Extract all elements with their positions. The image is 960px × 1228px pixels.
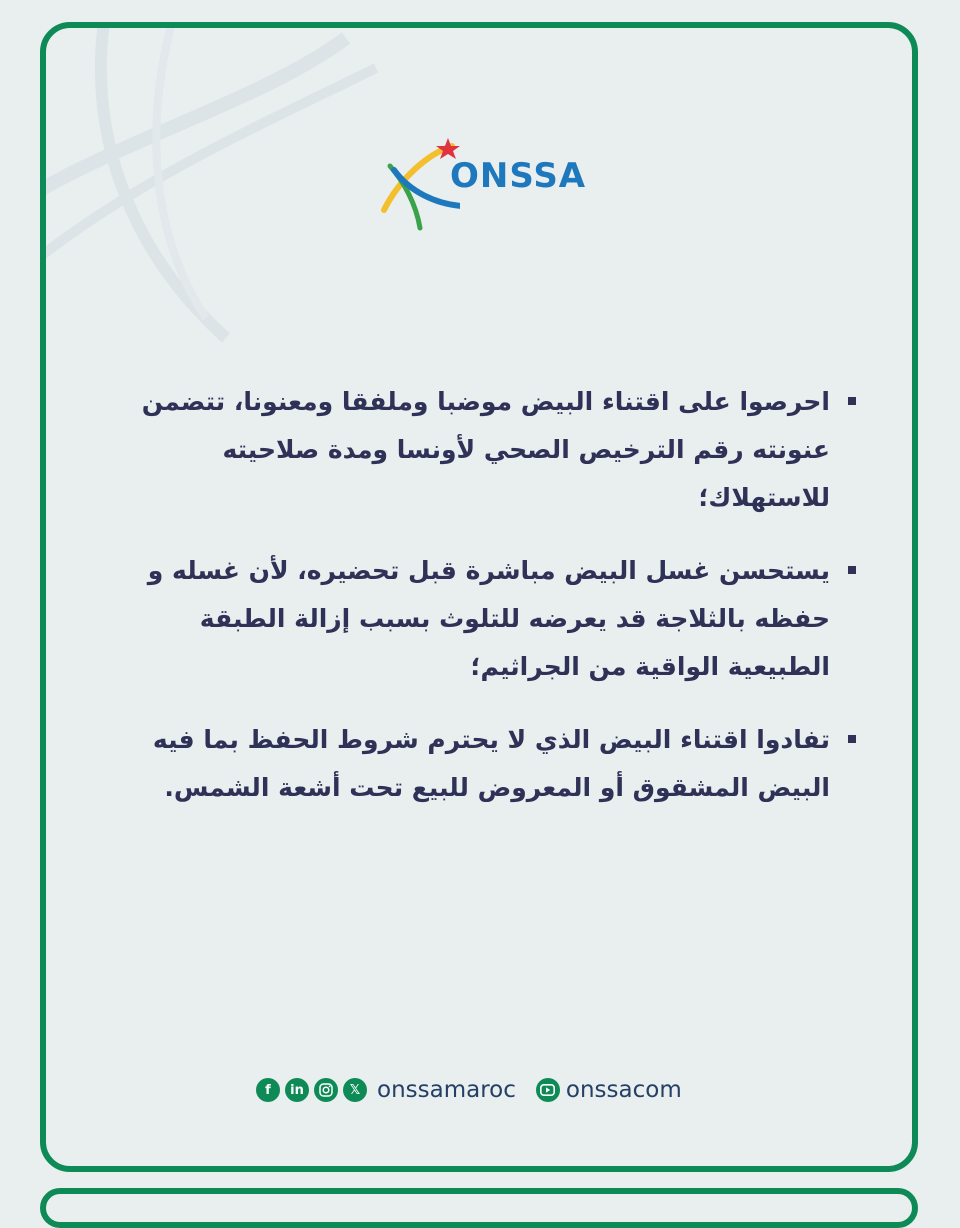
bullet-text: احرصوا على اقتناء البيض موضبا وملفقا ومعنونا، تتضمن عنونته رقم الترخيص الصحي لأونسا ومدة صلاحيته للاستهلاك؛ — [141, 387, 830, 512]
social-handle[interactable]: onssamaroc — [377, 1077, 516, 1103]
bullet-item — [136, 547, 856, 691]
bullet-item — [136, 716, 856, 812]
linkedin-icon[interactable]: in — [285, 1078, 309, 1102]
bullet-text: يستحسن غسل البيض مباشرة قبل تحضيره، لأن غسله و حفظه بالثلاجة قد يعرضه للتلوث بسبب إزالة الطبقة الطبيعية الواقية من الجراثيم؛ — [147, 556, 830, 681]
youtube-icon[interactable] — [536, 1078, 560, 1102]
bullet-square-icon — [848, 397, 856, 405]
x-icon[interactable]: 𝕏 — [343, 1078, 367, 1102]
bullet-square-icon — [848, 566, 856, 574]
logo-emblem-icon — [380, 118, 460, 238]
social-footer — [256, 1073, 682, 1107]
onssa-logo — [380, 118, 600, 238]
facebook-icon[interactable]: f — [256, 1078, 280, 1102]
bullet-item — [136, 378, 856, 522]
bullet-text: تفادوا اقتناء البيض الذي لا يحترم شروط الحفظ بما فيه البيض المشقوق أو المعروض للبيع تحت أشعة الشمس. — [152, 725, 830, 802]
card-frame — [40, 22, 918, 1172]
youtube-handle[interactable]: onssacom — [565, 1077, 682, 1103]
bullet-square-icon — [848, 735, 856, 743]
next-card-frame — [40, 1188, 918, 1228]
logo-text: ONSSA — [450, 156, 587, 196]
bullet-list — [136, 378, 856, 837]
instagram-icon[interactable] — [314, 1078, 338, 1102]
